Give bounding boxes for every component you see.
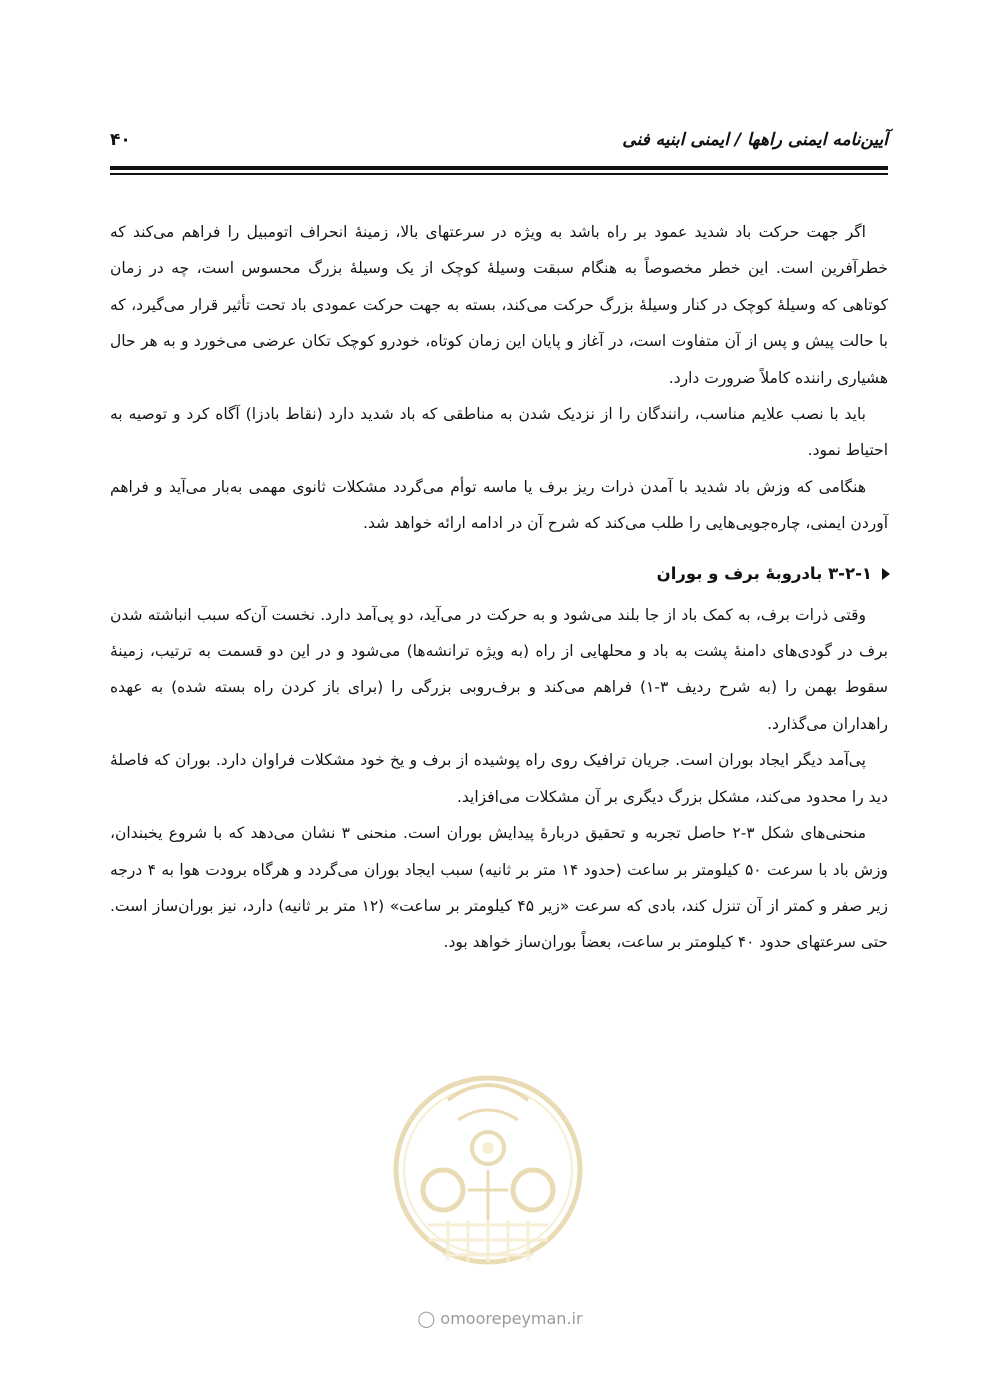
seal-watermark-icon [388,1040,588,1290]
header-rule-thick [110,166,888,170]
section-heading [110,559,888,589]
paragraph: هنگامی که وزش باد شدید با آمدن ذرات ریز برف یا ماسه توأم می‌گردد مشکلات ثانوی مهمی به‌بار می‌آید و فراهم آوردن ایمنی، چاره‌جویی‌هایی را طلب می‌کند که شرح آن در ادامه ارائه خواهد شد. [110,477,888,533]
section-heading-text: ۳-۲-۱ بادروبهٔ برف و بوران [656,564,872,584]
running-header [110,130,888,156]
at-sign-icon: ◯ [417,1309,436,1328]
paragraph: وقتی ذرات برف، به کمک باد از جا بلند می‌شود و به حرکت در می‌آید، دو پی‌آمد دارد. نخست آن‌که سبب انباشته شدن برف در گودی‌های دامنهٔ پشت به باد و محلهایی از راه (به ویژه ترانشه‌ها) می‌شود و در این دو قسمت به ترتیب، زمینهٔ سقوط بهمن را (به شرح ردیف ۳-۱) فراهم می‌کند و برف‌روبی بزرگی را (برای باز کردن راه بسته شده) به عهده راهداران می‌گذارد. [110,605,888,733]
paragraph: باید با نصب علایم مناسب، رانندگان را از نزدیک شدن به مناطقی که باد شدید دارد (نقاط بادزا) آگاه کرد و توصیه به احتیاط نمود. [110,405,888,460]
header-rule-thin [110,173,888,175]
triangle-bullet-icon [882,568,890,580]
page-number: ۴۰ [110,130,131,150]
watermark-caption [410,1309,590,1328]
body-text [110,214,888,961]
paragraph: منحنی‌های شکل ۳-۲ حاصل تجربه و تحقیق دربارهٔ پیدایش بوران است. منحنی ۳ نشان می‌دهد که با شروع یخبندان، وزش باد با سرعت ۵۰ کیلومتر بر ساعت (حدود ۱۴ متر بر ثانیه) سبب ایجاد بوران می‌گردد و هرگاه برودت هوا به ۴ درجه زیر صفر و کمتر از آن تنزل کند، بادی که سرعت «زیر ۴۵ کیلومتر بر ساعت» (۱۲ متر بر ثانیه) دارد، نیز بوران‌ساز است. حتی سرعتهای حدود ۴۰ کیلومتر بر ساعت، بعضاً بوران‌ساز خواهد بود. [110,824,889,952]
header-title: آیین‌نامه ایمنی راهها / ایمنی ابنیه فنی [622,130,888,150]
watermark-url: omoorepeyman.ir [440,1309,583,1328]
paragraph: پی‌آمد دیگر ایجاد بوران است. جریان ترافیک روی راه پوشیده از برف و یخ خود مشکلات فراوان دارد. بوران که فاصلهٔ دید را محدود می‌کند، مشکل بزرگ دیگری بر آن مشکلات می‌افزاید. [110,751,888,806]
paragraph: اگر جهت حرکت باد شدید عمود بر راه باشد به ویژه در سرعتهای بالا، زمینهٔ انحراف اتومبیل را فراهم می‌کند که خطرآفرین است. این خطر مخصوصاً به هنگام سبقت وسیلهٔ کوچک از یک وسیلهٔ بزرگ محسوس است، چه در زمان کوتاهی که وسیلهٔ کوچک در کنار وسیلهٔ بزرگ حرکت می‌کند، بسته به جهت حرکت عمودی باد تحت تأثیر قرار می‌گیرد، که با حالت پیش و پس از آن متفاوت است، در آغاز و پایان این زمان کوتاه، خودرو کوچک تکان عرضی می‌خورد و به هر حال هشیاری راننده کاملاً ضرورت دارد. [110,223,888,387]
